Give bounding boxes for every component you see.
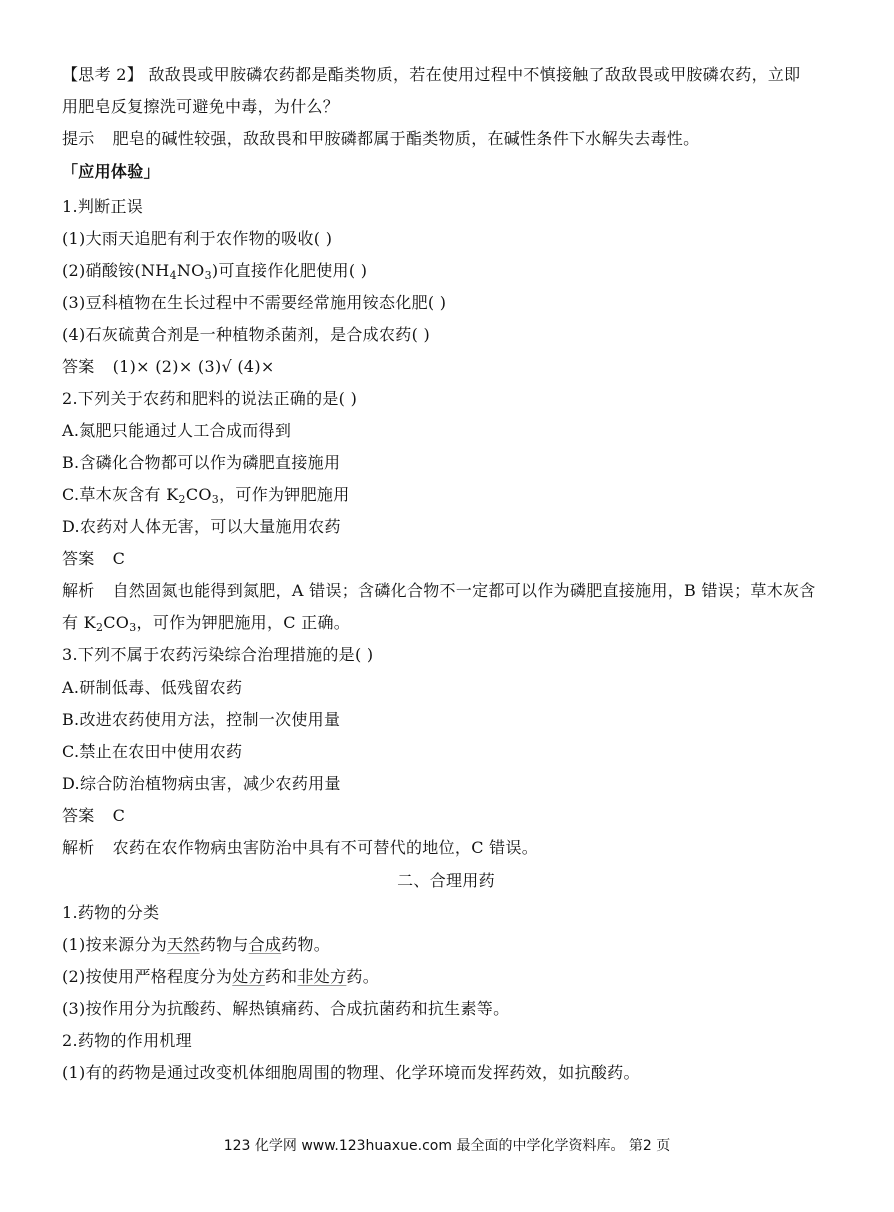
classify-1-mid: 药物与 [199,935,249,954]
q3-answer-text: C [112,806,126,825]
q2-answer-label: 答案 [62,549,95,568]
q2-analysis-line2 [62,611,830,635]
q2-answer-text: C [112,549,126,568]
mechanism-title: 2.药物的作用机理 [62,1031,192,1050]
q2-option-c-sub1: 2 [178,493,186,506]
hint-label: 提示 [62,129,95,148]
classify-title: 1.药物的分类 [62,903,160,922]
q3-answer [62,804,830,828]
q1-item-2-mid: NO [176,261,205,280]
think2-line1 [62,63,830,87]
q1-item-1: (1)大雨天追肥有利于农作物的吸收( ) [62,229,333,248]
page-footer: 123 化学网 www.123huaxue.com 最全面的中学化学资料库。 第2 页 [223,1138,671,1154]
think2-question-part2: 用肥皂反复擦洗可避免中毒，为什么？ [62,97,340,116]
classify-1-post: 药物。 [281,935,331,954]
q1-answer-text: (1)× (2)× (3)√ (4)× [112,357,275,376]
q2-option-a: A.氮肥只能通过人工合成而得到 [62,421,292,440]
classify-2-mid: 药和 [264,967,298,986]
q3-title: 3.下列不属于农药污染综合治理措施的是( ) [62,645,374,664]
q2-analysis-text1: 自然固氮也能得到氮肥，A 错误；含磷化合物不一定都可以作为磷肥直接施用，B 错误；草木灰含 [112,581,816,600]
q2-option-c-post: ，可作为钾肥施用 [219,485,350,504]
classify-1-blank-1: 天然 [167,935,200,954]
think2-hint [62,127,830,151]
q2-analysis-line2-mid: CO [103,613,130,632]
q2-analysis-line1 [62,579,830,603]
q2-answer [62,547,830,571]
classify-2-post: 药。 [346,967,379,986]
q2-option-c [62,483,830,507]
classify-2-blank-1: 处方 [232,967,265,986]
q1-item-2-post: )可直接作化肥使用( ) [211,261,368,280]
q1-item-2-pre: (2)硝酸铵(NH [62,261,170,280]
q2-option-c-sub2: 3 [211,493,220,506]
hint-text: 肥皂的碱性较强，敌敌畏和甲胺磷都属于酯类物质，在碱性条件下水解失去毒性。 [112,129,700,148]
q3-analysis [62,836,830,860]
q3-option-c: C.禁止在农田中使用农药 [62,742,243,761]
q1-answer-label: 答案 [62,357,95,376]
q1-answer [62,355,830,379]
classify-1-pre: (1)按来源分为 [62,935,168,954]
q2-analysis-line2-sub2: 3 [129,621,137,634]
q2-analysis-line2-sub1: 2 [95,621,104,634]
q2-option-c-pre: C.草木灰含有 K [62,485,179,504]
classify-2-pre: (2)按使用严格程度分为 [62,967,233,986]
q2-analysis-line2-post: ，可作为钾肥施用，C 正确。 [136,613,351,632]
q1-item-2-sub1: 4 [169,269,177,282]
q2-title: 2.下列关于农药和肥料的说法正确的是( ) [62,389,358,408]
q3-analysis-text: 农药在农作物病虫害防治中具有不可替代的地位，C 错误。 [112,838,539,857]
q2-option-b: B.含磷化合物都可以作为磷肥直接施用 [62,453,341,472]
q2-analysis-label: 解析 [62,581,95,600]
classify-item-1 [62,933,830,957]
q3-analysis-label: 解析 [62,838,95,857]
q1-item-3: (3)豆科植物在生长过程中不需要经常施用铵态化肥( ) [62,293,447,312]
q2-option-c-mid: CO [185,485,212,504]
q2-analysis-line2-pre: 有 K [62,613,96,632]
think2-tag: 【思考 2】 [62,65,144,84]
mechanism-item-1: (1)有的药物是通过改变机体细胞周围的物理、化学环境而发挥药效，如抗酸药。 [62,1063,640,1082]
q1-item-2 [62,259,830,283]
q1-item-4: (4)石灰硫黄合剂是一种植物杀菌剂，是合成农药( ) [62,325,431,344]
classify-item-2 [62,965,830,989]
classify-2-blank-2: 非处方 [297,967,347,986]
classify-item-3: (3)按作用分为抗酸药、解热镇痛药、合成抗菌药和抗生素等。 [62,999,510,1018]
section-apply-heading: 「应用体验」 [62,162,160,181]
q3-option-a: A.研制低毒、低残留农药 [62,678,243,697]
section-heading-rational-medication: 二、合理用药 [397,871,495,890]
q1-item-2-sub2: 3 [204,269,212,282]
q3-answer-label: 答案 [62,806,95,825]
q2-option-d: D.农药对人体无害，可以大量施用农药 [62,517,341,536]
classify-1-blank-2: 合成 [248,935,282,954]
think2-question-part1: 敌敌畏或甲胺磷农药都是酯类物质，若在使用过程中不慎接触了敌敌畏或甲胺磷农药，立即 [143,65,801,84]
q1-title: 1.判断正误 [62,197,144,216]
q3-option-d: D.综合防治植物病虫害，减少农药用量 [62,774,341,793]
q3-option-b: B.改进农药使用方法，控制一次使用量 [62,710,341,729]
